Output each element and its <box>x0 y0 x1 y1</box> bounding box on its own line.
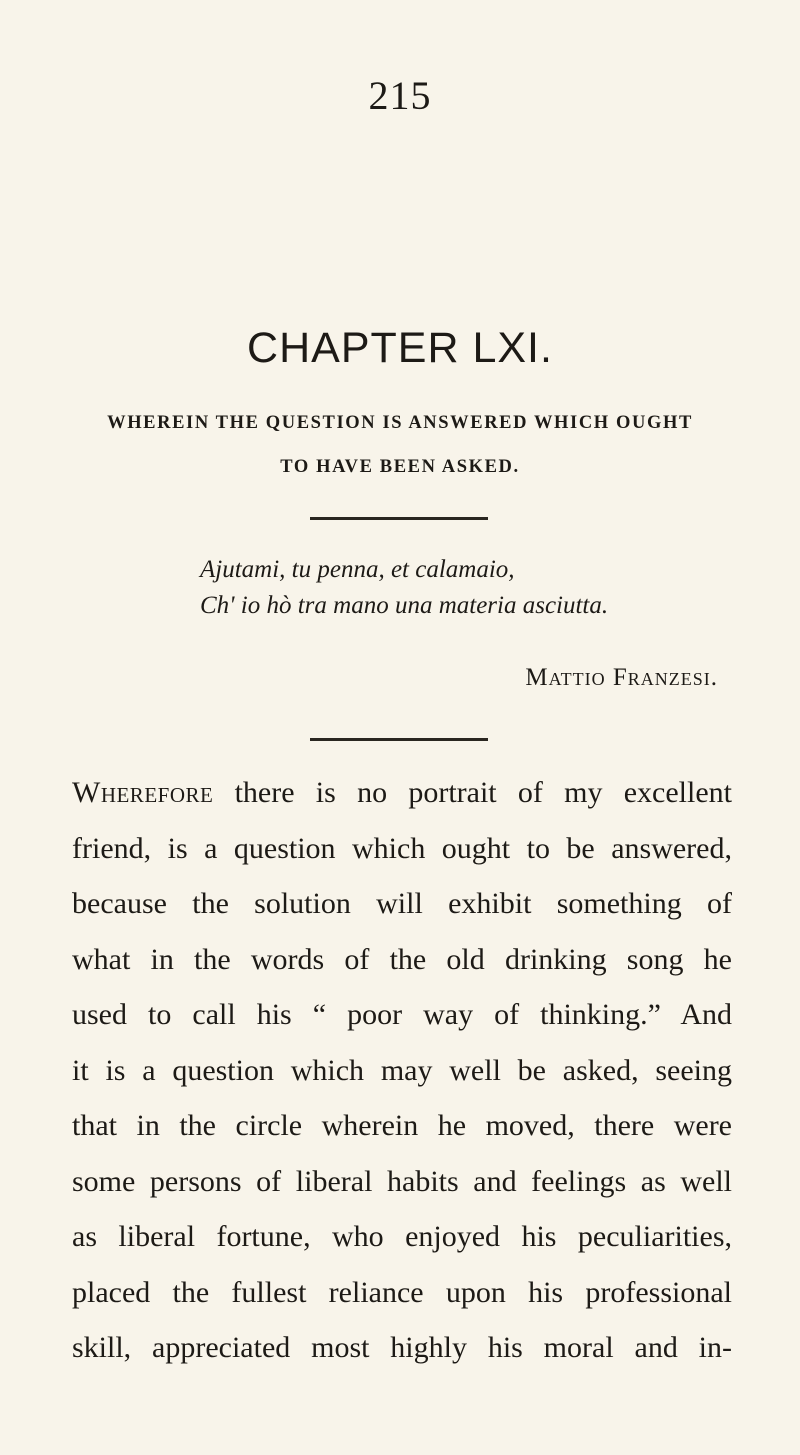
body-first-line-rest: there is no portrait of my excellent <box>213 776 732 809</box>
section-divider <box>310 517 488 520</box>
epigraph <box>200 552 680 624</box>
chapter-subtitle <box>0 401 800 489</box>
epigraph-line: Ch' io hò tra mano una materia asciutta. <box>200 592 609 619</box>
body-line: that in the circle wherein he moved, there were <box>72 1109 732 1142</box>
chapter-subtitle-line: WHEREIN THE QUESTION IS ANSWERED WHICH OUGHT <box>107 413 693 433</box>
body-line: skill, appreciated most highly his moral and in- <box>72 1331 732 1364</box>
body-line: because the solution will exhibit something of <box>72 887 732 920</box>
body-line: it is a question which may well be asked, seeing <box>72 1053 732 1087</box>
body-line: some persons of liberal habits and feelings as well <box>72 1164 732 1198</box>
body-text <box>72 765 732 1376</box>
page-number: 215 <box>368 73 432 118</box>
body-line: placed the fullest reliance upon his professional <box>72 1275 732 1309</box>
body-line: friend, is a question which ought to be answered, <box>72 831 732 865</box>
chapter-subtitle-line: TO HAVE BEEN ASKED. <box>280 457 520 477</box>
body-line: used to call his “ poor way of thinking.” And <box>72 998 732 1031</box>
body-line: as liberal fortune, who enjoyed his peculiarities, <box>72 1220 732 1253</box>
body-first-word: Wherefore <box>72 776 214 809</box>
epigraph-line: Ajutami, tu penna, et calamaio, <box>200 556 515 583</box>
body-line <box>72 765 732 821</box>
epigraph-attribution: Mattio Franzesi. <box>525 664 718 691</box>
body-line: what in the words of the old drinking song he <box>72 942 732 976</box>
chapter-title: CHAPTER LXI. <box>247 324 553 372</box>
section-divider <box>310 738 488 741</box>
